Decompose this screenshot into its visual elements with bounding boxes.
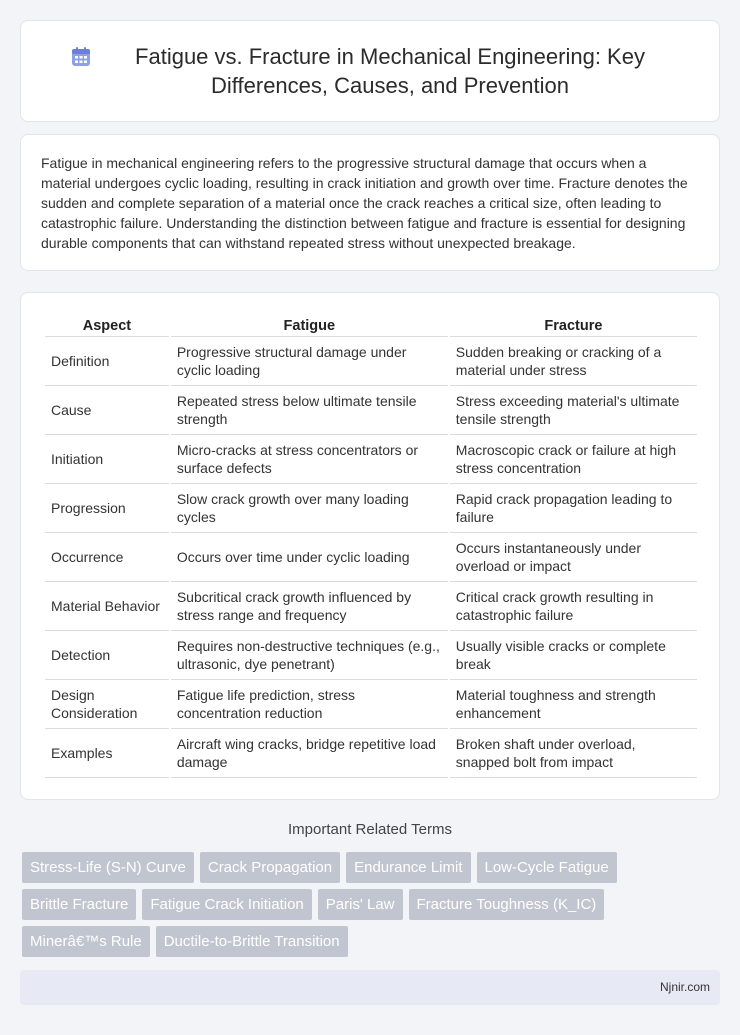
title-card — [20, 20, 720, 122]
cell-fracture: Rapid crack propagation leading to failure — [450, 484, 697, 533]
cell-fatigue: Repeated stress below ultimate tensile strength — [171, 386, 448, 435]
table-header-row — [45, 315, 697, 337]
cell-aspect: Progression — [45, 484, 169, 533]
cell-fatigue: Occurs over time under cyclic loading — [171, 533, 448, 582]
cell-fracture: Broken shaft under overload, snapped bolt from impact — [450, 729, 697, 778]
term-tag[interactable]: Ductile-to-Brittle Transition — [156, 926, 348, 957]
term-tag[interactable]: Minerâ€™s Rule — [22, 926, 150, 957]
related-terms-heading: Important Related Terms — [288, 821, 452, 838]
term-tag[interactable]: Endurance Limit — [346, 852, 470, 883]
term-tag[interactable]: Low-Cycle Fatigue — [477, 852, 617, 883]
term-tag[interactable]: Crack Propagation — [200, 852, 340, 883]
cell-fatigue: Subcritical crack growth influenced by stress range and frequency — [171, 582, 448, 631]
comparison-table — [43, 315, 699, 778]
table-row — [45, 729, 697, 778]
cell-fracture: Sudden breaking or cracking of a material under stress — [450, 337, 697, 386]
title-wrap — [70, 42, 670, 100]
cell-fracture: Macroscopic crack or failure at high stress concentration — [450, 435, 697, 484]
cell-aspect: Detection — [45, 631, 169, 680]
table-row — [45, 533, 697, 582]
table-row — [45, 435, 697, 484]
cell-aspect: Definition — [45, 337, 169, 386]
comparison-table-card — [20, 292, 720, 800]
footer — [20, 970, 720, 1005]
cell-aspect: Occurrence — [45, 533, 169, 582]
table-row — [45, 582, 697, 631]
table-row — [45, 386, 697, 435]
cell-fracture: Occurs instantaneously under overload or impact — [450, 533, 697, 582]
header-fracture: Fracture — [450, 315, 697, 337]
header-aspect: Aspect — [45, 315, 169, 337]
term-tag[interactable]: Brittle Fracture — [22, 889, 136, 920]
table-row — [45, 337, 697, 386]
related-terms-list — [22, 852, 722, 963]
cell-fatigue: Fatigue life prediction, stress concentration reduction — [171, 680, 448, 729]
intro-paragraph: Fatigue in mechanical engineering refers to the progressive structural damage that occurs when a material undergoes cyclic loading, resulting in crack initiation and growth over time. Fracture denotes the sudden and complete separation of a material once the crack reaches a critical size, often leading to catastrophic failure. Understanding the distinction between fatigue and fracture is essential for designing durable components that can withstand repeated stress without unexpected breakage. — [41, 155, 688, 251]
intro-card — [20, 134, 720, 271]
cell-aspect: Initiation — [45, 435, 169, 484]
table-row — [45, 484, 697, 533]
page-title: Fatigue vs. Fracture in Mechanical Engineering: Key Differences, Causes, and Prevention — [135, 44, 645, 98]
footer-site[interactable]: Njnir.com — [659, 980, 710, 994]
cell-aspect: Design Consideration — [45, 680, 169, 729]
cell-fracture: Material toughness and strength enhancement — [450, 680, 697, 729]
cell-fatigue: Progressive structural damage under cyclic loading — [171, 337, 448, 386]
term-tag[interactable]: Paris' Law — [318, 889, 403, 920]
cell-fatigue: Aircraft wing cracks, bridge repetitive load damage — [171, 729, 448, 778]
cell-aspect: Material Behavior — [45, 582, 169, 631]
table-row — [45, 631, 697, 680]
cell-aspect: Examples — [45, 729, 169, 778]
cell-fracture: Stress exceeding material's ultimate tensile strength — [450, 386, 697, 435]
cell-fatigue: Slow crack growth over many loading cycles — [171, 484, 448, 533]
term-tag[interactable]: Fracture Toughness (K_IC) — [409, 889, 605, 920]
cell-fatigue: Requires non-destructive techniques (e.g., ultrasonic, dye penetrant) — [171, 631, 448, 680]
header-fatigue: Fatigue — [171, 315, 448, 337]
term-tag[interactable]: Fatigue Crack Initiation — [142, 889, 311, 920]
term-tag[interactable]: Stress-Life (S-N) Curve — [22, 852, 194, 883]
cell-fracture: Usually visible cracks or complete break — [450, 631, 697, 680]
cell-aspect: Cause — [45, 386, 169, 435]
cell-fatigue: Micro-cracks at stress concentrators or surface defects — [171, 435, 448, 484]
table-row — [45, 680, 697, 729]
calendar-icon — [70, 46, 92, 68]
cell-fracture: Critical crack growth resulting in catastrophic failure — [450, 582, 697, 631]
